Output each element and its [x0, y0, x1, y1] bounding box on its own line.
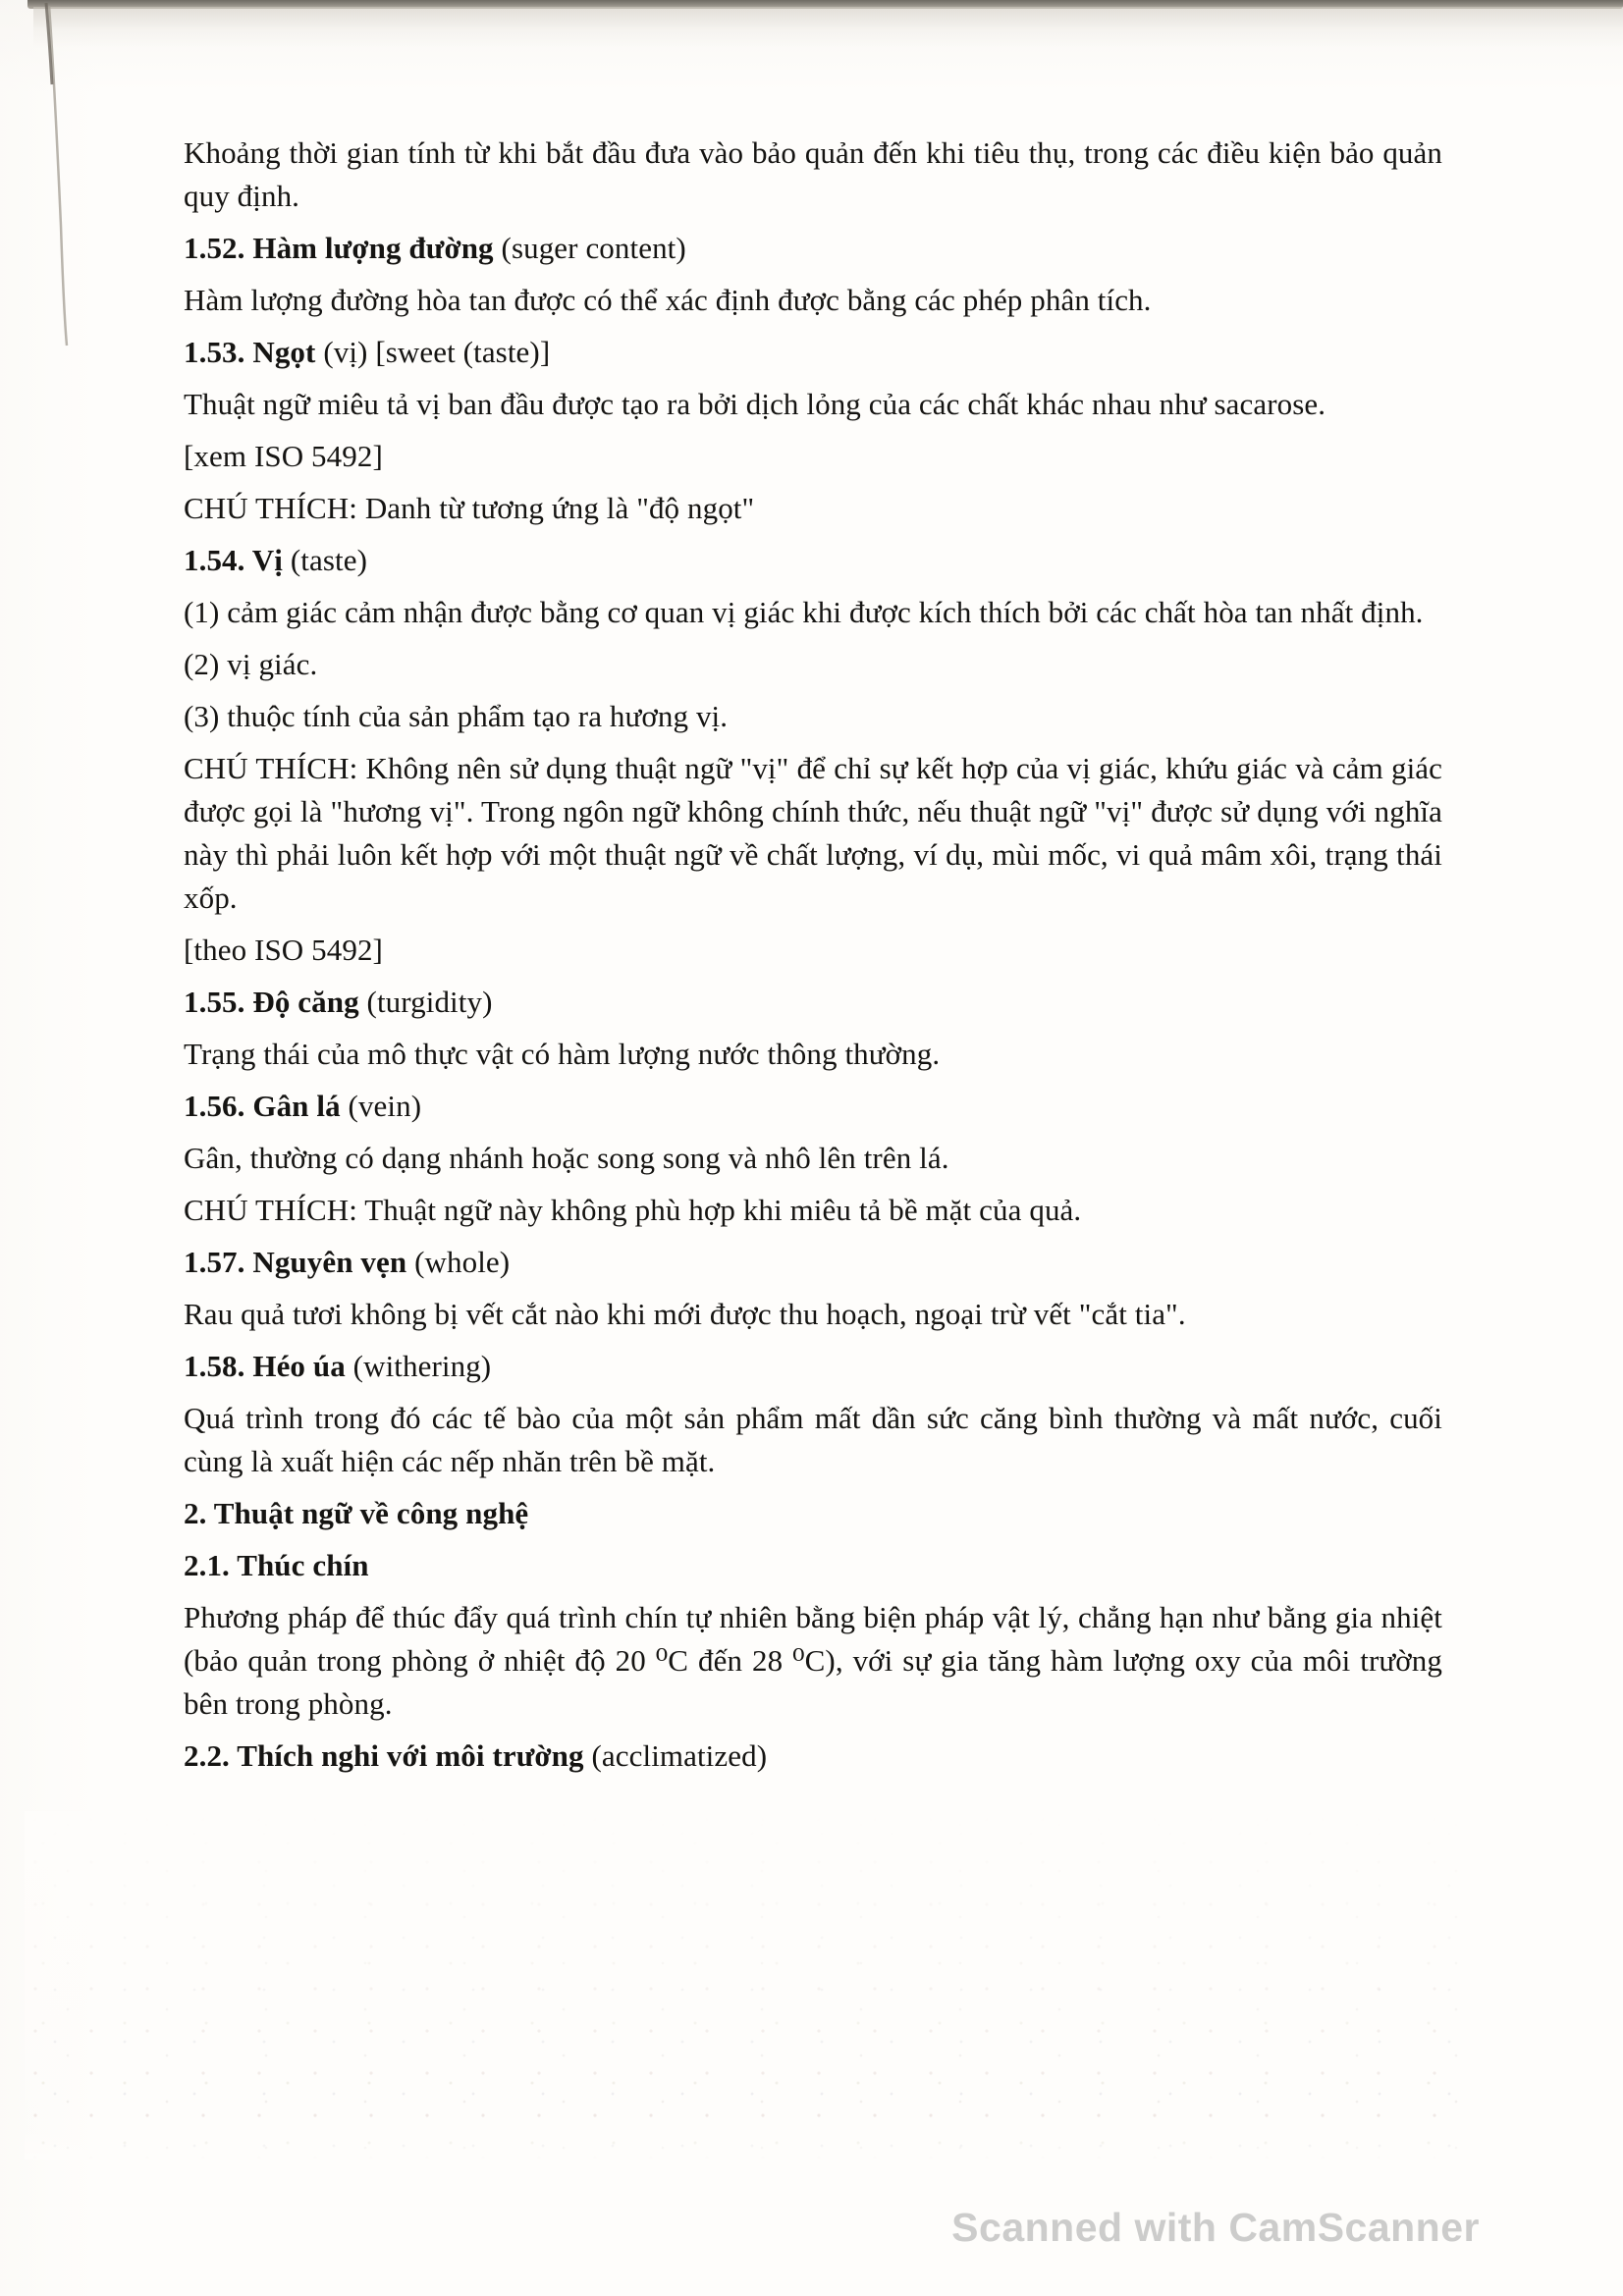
paragraph: Rau quả tươi không bị vết cắt nào khi mới được thu hoạch, ngoại trừ vết "cắt tia".	[184, 1297, 1186, 1331]
term-translation: (taste)	[283, 543, 368, 577]
page-curl-line	[0, 0, 137, 412]
paragraph: (1) cảm giác cảm nhận được bằng cơ quan vị giác khi được kích thích bởi các chất hòa tan nhất định.	[184, 595, 1424, 629]
scan-noise-fade	[25, 1811, 1473, 2160]
term-title: 2.2. Thích nghi với môi trường	[184, 1738, 584, 1773]
term-heading	[184, 539, 1442, 582]
paragraph: Trạng thái của mô thực vật có hàm lượng nước thông thường.	[184, 1037, 941, 1071]
paragraph: Gân, thường có dạng nhánh hoặc song song và nhô lên trên lá.	[184, 1141, 949, 1175]
paragraph: CHÚ THÍCH: Không nên sử dụng thuật ngữ "vị" để chỉ sự kết hợp của vị giác, khứu giác và cảm giác được gọi là "hương vị". Trong ngôn ngữ không chính thức, nếu thuật ngữ "vị" được sử dụng với nghĩa này thì phải luôn kết hợp với một thuật ngữ về chất lượng, ví dụ, mùi mốc, vi quả mâm xôi, trạng thái xốp.	[184, 751, 1442, 915]
term-translation: (acclimatized)	[583, 1738, 768, 1773]
paragraph: (2) vị giác.	[184, 647, 318, 681]
term-title: 1.55. Độ căng	[184, 985, 359, 1019]
paragraph: Khoảng thời gian tính từ khi bắt đầu đưa vào bảo quản đến khi tiêu thụ, trong các điều kiện bảo quản quy định.	[184, 135, 1442, 213]
term-title: 1.57. Nguyên vẹn	[184, 1245, 407, 1279]
term-translation: (turgidity)	[358, 985, 493, 1019]
term-heading	[184, 981, 1442, 1024]
term-heading	[184, 227, 1442, 270]
term-heading	[184, 1544, 1442, 1587]
term-title: 1.58. Héo úa	[184, 1349, 346, 1383]
term-title: 2.1. Thúc chín	[184, 1548, 369, 1582]
term-heading	[184, 1085, 1442, 1128]
paragraph: Hàm lượng đường hòa tan được có thể xác định được bằng các phép phân tích.	[184, 283, 1152, 317]
paragraph: CHÚ THÍCH: Thuật ngữ này không phù hợp khi miêu tả bề mặt của quả.	[184, 1193, 1082, 1227]
term-translation: (vị) [sweet (taste)]	[315, 335, 551, 369]
document-body	[184, 132, 1442, 1787]
term-translation: (suger content)	[493, 231, 686, 265]
section-heading	[184, 1492, 1442, 1535]
paragraph: [xem ISO 5492]	[184, 439, 383, 473]
term-heading	[184, 331, 1442, 374]
paragraph: CHÚ THÍCH: Danh từ tương ứng là "độ ngọt"	[184, 491, 755, 525]
camscanner-watermark: Scanned with CamScanner	[951, 2205, 1480, 2250]
term-title: 1.54. Vị	[184, 543, 283, 577]
paragraph: [theo ISO 5492]	[184, 933, 383, 967]
term-title: 1.53. Ngọt	[184, 335, 316, 369]
term-heading	[184, 1345, 1442, 1388]
paragraph: (3) thuộc tính của sản phẩm tạo ra hương vị.	[184, 699, 729, 733]
term-translation: (whole)	[406, 1245, 511, 1279]
term-translation: (withering)	[345, 1349, 492, 1383]
term-heading	[184, 1735, 1442, 1778]
term-title: 2. Thuật ngữ về công nghệ	[184, 1496, 529, 1530]
term-title: 1.56. Gân lá	[184, 1089, 341, 1123]
term-heading	[184, 1241, 1442, 1284]
paragraph: Phương pháp để thúc đẩy quá trình chín tự nhiên bằng biện pháp vật lý, chẳng hạn như bằng gia nhiệt (bảo quản trong phòng ở nhiệt độ 20 ⁰C đến 28 ⁰C), với sự gia tăng hàm lượng oxy của môi trường bên trong phòng.	[184, 1600, 1442, 1721]
term-title: 1.52. Hàm lượng đường	[184, 231, 494, 265]
scan-artifact-top-shadow	[33, 7, 1623, 48]
term-translation: (vein)	[340, 1089, 422, 1123]
paragraph: Quá trình trong đó các tế bào của một sản phẩm mất dần sức căng bình thường và mất nước, cuối cùng là xuất hiện các nếp nhăn trên bề mặt.	[184, 1401, 1442, 1478]
paragraph: Thuật ngữ miêu tả vị ban đầu được tạo ra bởi dịch lỏng của các chất khác nhau như sacarose.	[184, 387, 1326, 421]
